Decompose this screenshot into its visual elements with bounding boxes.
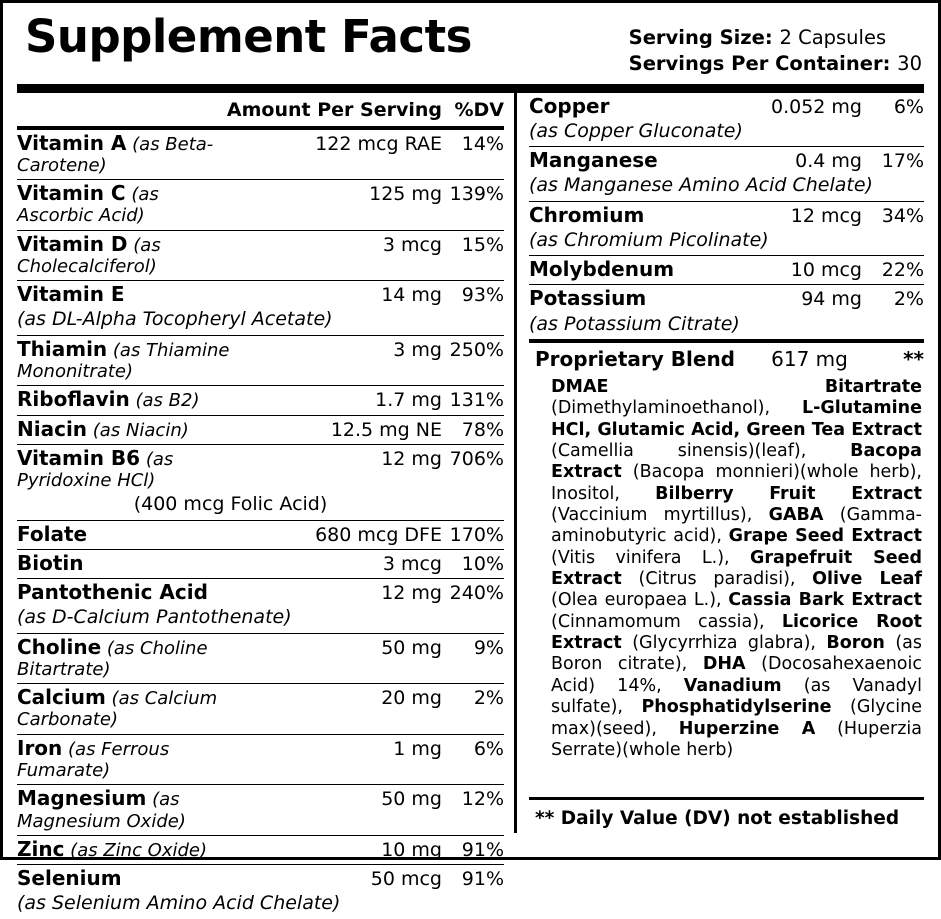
blend-ingredient-name: Huperzine A xyxy=(678,718,816,739)
nutrient-amount: 0.052 mg xyxy=(770,95,862,118)
blend-ingredient-detail: (Docosahexaenoic Acid) 14%, xyxy=(551,654,922,696)
table-row xyxy=(17,785,504,836)
right-nutrient-table xyxy=(529,93,924,339)
nutrient-amount: 94 mg xyxy=(801,288,862,311)
nutrient-name-cell xyxy=(17,281,230,310)
table-row-subline xyxy=(17,494,504,520)
nutrient-amount: 12 mcg xyxy=(790,204,862,227)
panel-header xyxy=(3,3,938,82)
header-divider xyxy=(17,84,924,93)
blend-ingredient-detail: (Camellia sinensis)(leaf), xyxy=(551,441,851,462)
nutrient-name-cell xyxy=(17,579,230,608)
blend-ingredient-name: Grape Seed Extract xyxy=(728,526,922,547)
nutrient-source: (as B2) xyxy=(129,390,200,412)
nutrient-amount: 680 mcg DFE xyxy=(230,520,443,549)
blend-ingredient-detail: (Dimethylaminoethanol), xyxy=(551,398,803,419)
table-row xyxy=(17,684,504,735)
nutrient-name: Choline xyxy=(17,634,102,659)
blend-ingredient-detail: (Cinnamomum cassia), xyxy=(551,611,782,632)
blend-ingredient-detail: (Vaccinium myrtillus), xyxy=(551,505,769,526)
nutrient-amount: 125 mg xyxy=(230,180,443,231)
nutrient-name-cell xyxy=(17,835,230,864)
table-row xyxy=(529,285,924,314)
nutrient-name: Vitamin C xyxy=(17,181,126,206)
table-row xyxy=(529,256,924,285)
nutrient-dv: 6% xyxy=(442,734,504,785)
nutrient-dv: 706% xyxy=(449,447,504,470)
blend-ingredient-detail: (Gamma-aminobutyric acid), xyxy=(551,505,922,547)
nutrient-amount: 3 mcg xyxy=(230,230,443,281)
nutrient-name: Zinc xyxy=(17,836,65,861)
nutrient-source: (as Ascorbic Acid) xyxy=(17,184,159,227)
nutrient-name-cell xyxy=(529,147,696,176)
table-row xyxy=(17,230,504,281)
nutrient-amount: 50 mg xyxy=(230,785,443,836)
nutrient-source: (as Calcium Carbonate) xyxy=(17,688,218,731)
blend-dv: ** xyxy=(903,347,924,372)
nutrient-dv: 15% xyxy=(442,230,504,281)
nutrient-dv: 22% xyxy=(862,256,924,285)
table-row xyxy=(17,520,504,549)
nutrient-name-cell xyxy=(17,633,230,684)
nutrient-amount: 1 mg xyxy=(230,734,443,785)
nutrient-source: (as Magnesium Oxide) xyxy=(17,789,186,832)
blend-ingredient-detail: (as Vanadyl sulfate), xyxy=(551,675,922,718)
nutrient-source: (as Ferrous Fumarate) xyxy=(17,738,170,781)
nutrient-name: Pantothenic Acid xyxy=(17,580,208,605)
nutrient-name-cell xyxy=(529,201,696,230)
nutrient-amount: 50 mg xyxy=(230,633,443,684)
nutrient-source: (as Zinc Oxide) xyxy=(64,839,208,861)
nutrient-source-subline: (as Manganese Amino Acid Chelate) xyxy=(529,175,924,201)
nutrient-name: Selenium xyxy=(17,866,122,891)
blend-ingredient-detail: (Bacopa monnieri)(whole herb), Inositol, xyxy=(551,462,922,504)
nutrient-dv: 2% xyxy=(893,288,924,311)
table-row xyxy=(17,633,504,684)
nutrient-source: (as Pyridoxine HCl) xyxy=(17,448,174,492)
blend-ingredient-detail: (Olea europaea L.), xyxy=(551,590,729,611)
nutrient-name-cell xyxy=(17,415,230,444)
table-row xyxy=(17,579,504,608)
nutrient-amount: 1.7 mg xyxy=(230,386,443,415)
nutrient-amount: 3 mcg xyxy=(230,549,443,578)
nutrient-dv: 34% xyxy=(881,204,924,227)
nutrient-name-cell xyxy=(17,549,230,578)
facts-columns xyxy=(3,93,938,915)
table-row-subline xyxy=(529,230,924,256)
nutrient-name: Vitamin D xyxy=(17,231,128,256)
nutrient-source: (as Choline Bitartrate) xyxy=(17,637,208,680)
nutrient-name-cell xyxy=(17,444,230,494)
nutrient-source: (as Thiamine Mononitrate) xyxy=(17,339,230,383)
blend-ingredient-name: Cassia Bark Extract xyxy=(728,590,922,611)
nutrient-name-cell xyxy=(17,180,230,231)
nutrient-dv: 170% xyxy=(442,520,504,549)
nutrient-name-cell xyxy=(529,285,696,314)
nutrient-name: Folate xyxy=(17,521,88,546)
table-row-subline xyxy=(17,893,504,918)
blend-ingredient-name: Phosphatidylserine xyxy=(641,697,832,718)
nutrient-source: (as Cholecalciferol) xyxy=(17,234,161,277)
servings-per-container-line xyxy=(629,51,922,77)
serving-size-value: 2 Capsules xyxy=(779,26,887,49)
nutrient-source-subline: (as D-Calcium Pantothenate) xyxy=(17,607,504,633)
table-row xyxy=(529,93,924,121)
column-headers xyxy=(17,93,504,126)
table-row-subline xyxy=(529,175,924,201)
nutrient-source-subline: (as Potassium Citrate) xyxy=(529,312,740,335)
blend-ingredient-detail: (Glycyrrhiza glabra), xyxy=(621,633,827,654)
nutrient-amount: 122 mcg RAE xyxy=(230,130,443,180)
nutrient-name-cell xyxy=(17,230,230,281)
serving-size-line xyxy=(629,25,922,51)
percent-dv-header: %DV xyxy=(454,98,504,121)
table-row xyxy=(529,201,924,230)
nutrient-note-subline: (400 mcg Folic Acid) xyxy=(17,494,504,520)
nutrient-name-cell xyxy=(17,335,230,386)
blend-ingredient-name: Vanadium xyxy=(683,675,782,696)
nutrient-name: Magnesium xyxy=(17,786,147,811)
blend-ingredient-detail: (Glycine max)(seed), xyxy=(551,697,922,739)
nutrient-name-cell xyxy=(17,785,230,836)
nutrient-source: (as Beta-Carotene) xyxy=(17,133,214,176)
nutrient-source-subline: (as DL-Alpha Tocopheryl Acetate) xyxy=(17,309,504,335)
nutrient-dv: 240% xyxy=(449,582,504,605)
nutrient-name: Molybdenum xyxy=(529,257,675,282)
servings-per-container-label: Servings Per Container: xyxy=(628,52,891,76)
blend-ingredient-detail: (as Boron citrate), xyxy=(551,633,923,675)
nutrient-dv: 10% xyxy=(442,549,504,578)
nutrient-name: Vitamin B6 xyxy=(17,445,141,470)
blend-ingredient-name: Licorice Root Extract xyxy=(551,611,922,654)
nutrient-dv: 139% xyxy=(442,180,504,231)
table-row-subline xyxy=(529,314,924,339)
blend-ingredient-name: Bilberry Fruit Extract xyxy=(655,483,922,504)
nutrient-name: Thiamin xyxy=(17,336,108,361)
nutrient-dv: 91% xyxy=(461,868,504,891)
nutrient-dv: 78% xyxy=(442,415,504,444)
nutrient-name: Chromium xyxy=(529,202,645,227)
proprietary-blend-header xyxy=(529,343,924,375)
blend-ingredient-name: DHA xyxy=(702,654,746,675)
blend-ingredient-detail: (Huperzia Serrate)(whole herb) xyxy=(551,718,923,760)
table-row xyxy=(17,180,504,231)
blend-ingredient-name: Olive Leaf xyxy=(812,569,922,590)
nutrient-amount: 20 mg xyxy=(230,684,443,735)
serving-size-label: Serving Size: xyxy=(628,26,773,49)
nutrient-name: Calcium xyxy=(17,685,106,710)
right-column xyxy=(514,93,924,833)
nutrient-name: Iron xyxy=(17,735,63,760)
nutrient-dv: 17% xyxy=(881,150,924,173)
blend-ingredient-detail: (Citrus paradisi), xyxy=(621,569,813,590)
nutrient-amount: 12 mg xyxy=(381,447,442,470)
blend-name: Proprietary Blend xyxy=(535,347,735,372)
nutrient-name: Niacin xyxy=(17,416,88,441)
blend-ingredient-name: DMAE Bitartrate xyxy=(551,377,922,398)
nutrient-amount: 3 mg xyxy=(230,335,443,386)
table-row xyxy=(17,415,504,444)
nutrient-source-subline: (as Copper Gluconate) xyxy=(529,121,924,147)
nutrient-name-cell xyxy=(17,865,230,894)
table-row xyxy=(17,386,504,415)
nutrient-name-cell xyxy=(17,734,230,785)
amount-per-serving-header: Amount Per Serving xyxy=(226,98,442,121)
nutrient-name-cell xyxy=(17,386,230,415)
table-row xyxy=(17,835,504,864)
nutrient-name: Vitamin A xyxy=(17,130,127,155)
table-row xyxy=(17,865,504,894)
nutrient-dv: 14% xyxy=(442,130,504,180)
blend-amount: 617 mg xyxy=(771,347,848,372)
table-row-subline xyxy=(17,607,504,633)
nutrient-name: Copper xyxy=(529,93,610,118)
nutrient-amount: 14 mg xyxy=(381,284,442,307)
nutrient-name: Manganese xyxy=(529,148,658,173)
blend-ingredient-name: GABA xyxy=(768,505,824,526)
table-row-subline xyxy=(17,309,504,335)
table-row xyxy=(17,281,504,310)
nutrient-name-cell xyxy=(17,130,230,180)
nutrient-name-cell xyxy=(17,684,230,735)
nutrient-dv: 9% xyxy=(442,633,504,684)
nutrient-amount: 0.4 mg xyxy=(795,150,862,173)
nutrient-amount: 10 mg xyxy=(230,835,443,864)
nutrient-name: Vitamin E xyxy=(17,282,125,307)
nutrient-amount: 10 mcg xyxy=(696,256,863,285)
blend-ingredient-detail: (Vitis vinifera L.), xyxy=(551,547,750,568)
nutrient-dv: 93% xyxy=(461,284,504,307)
nutrient-dv: 131% xyxy=(442,386,504,415)
nutrient-name: Riboflavin xyxy=(17,387,130,412)
blend-ingredient-name: L-Glutamine HCl, Glutamic Acid, Green Tea Extract xyxy=(551,398,922,440)
nutrient-dv: 2% xyxy=(442,684,504,735)
nutrient-name: Potassium xyxy=(529,286,647,311)
nutrient-dv: 12% xyxy=(442,785,504,836)
nutrient-dv: 250% xyxy=(442,335,504,386)
nutrient-dv: 6% xyxy=(893,95,924,118)
nutrient-name: Biotin xyxy=(17,550,84,575)
table-row-subline xyxy=(529,121,924,147)
table-row xyxy=(17,444,504,494)
nutrient-source: (as Niacin) xyxy=(87,419,189,441)
table-row xyxy=(17,130,504,180)
page-title: Supplement Facts xyxy=(25,10,472,63)
nutrient-dv: 91% xyxy=(442,835,504,864)
blend-ingredient-name: Bacopa Extract xyxy=(551,441,922,483)
nutrient-name-cell xyxy=(529,256,696,285)
nutrient-source-subline: (as Selenium Amino Acid Chelate) xyxy=(17,892,341,915)
nutrient-amount: 12 mg xyxy=(381,582,442,605)
nutrient-name-cell xyxy=(529,93,696,121)
table-row xyxy=(17,335,504,386)
blend-ingredient-name: Grapefruit Seed Extract xyxy=(551,547,922,590)
table-row xyxy=(17,549,504,578)
left-column xyxy=(17,93,514,915)
serving-info xyxy=(629,13,922,78)
blend-ingredients xyxy=(529,375,924,761)
nutrient-name-cell xyxy=(17,520,230,549)
nutrient-amount: 50 mcg xyxy=(370,868,442,891)
blend-ingredient-name: Boron xyxy=(826,633,885,654)
nutrient-amount: 12.5 mg NE xyxy=(230,415,443,444)
table-row xyxy=(529,147,924,176)
nutrient-source-subline: (as Chromium Picolinate) xyxy=(529,230,924,256)
table-row xyxy=(17,734,504,785)
daily-value-footnote: ** Daily Value (DV) not established xyxy=(529,797,924,833)
servings-per-container-value: 30 xyxy=(897,52,922,76)
left-nutrient-table xyxy=(17,130,504,919)
